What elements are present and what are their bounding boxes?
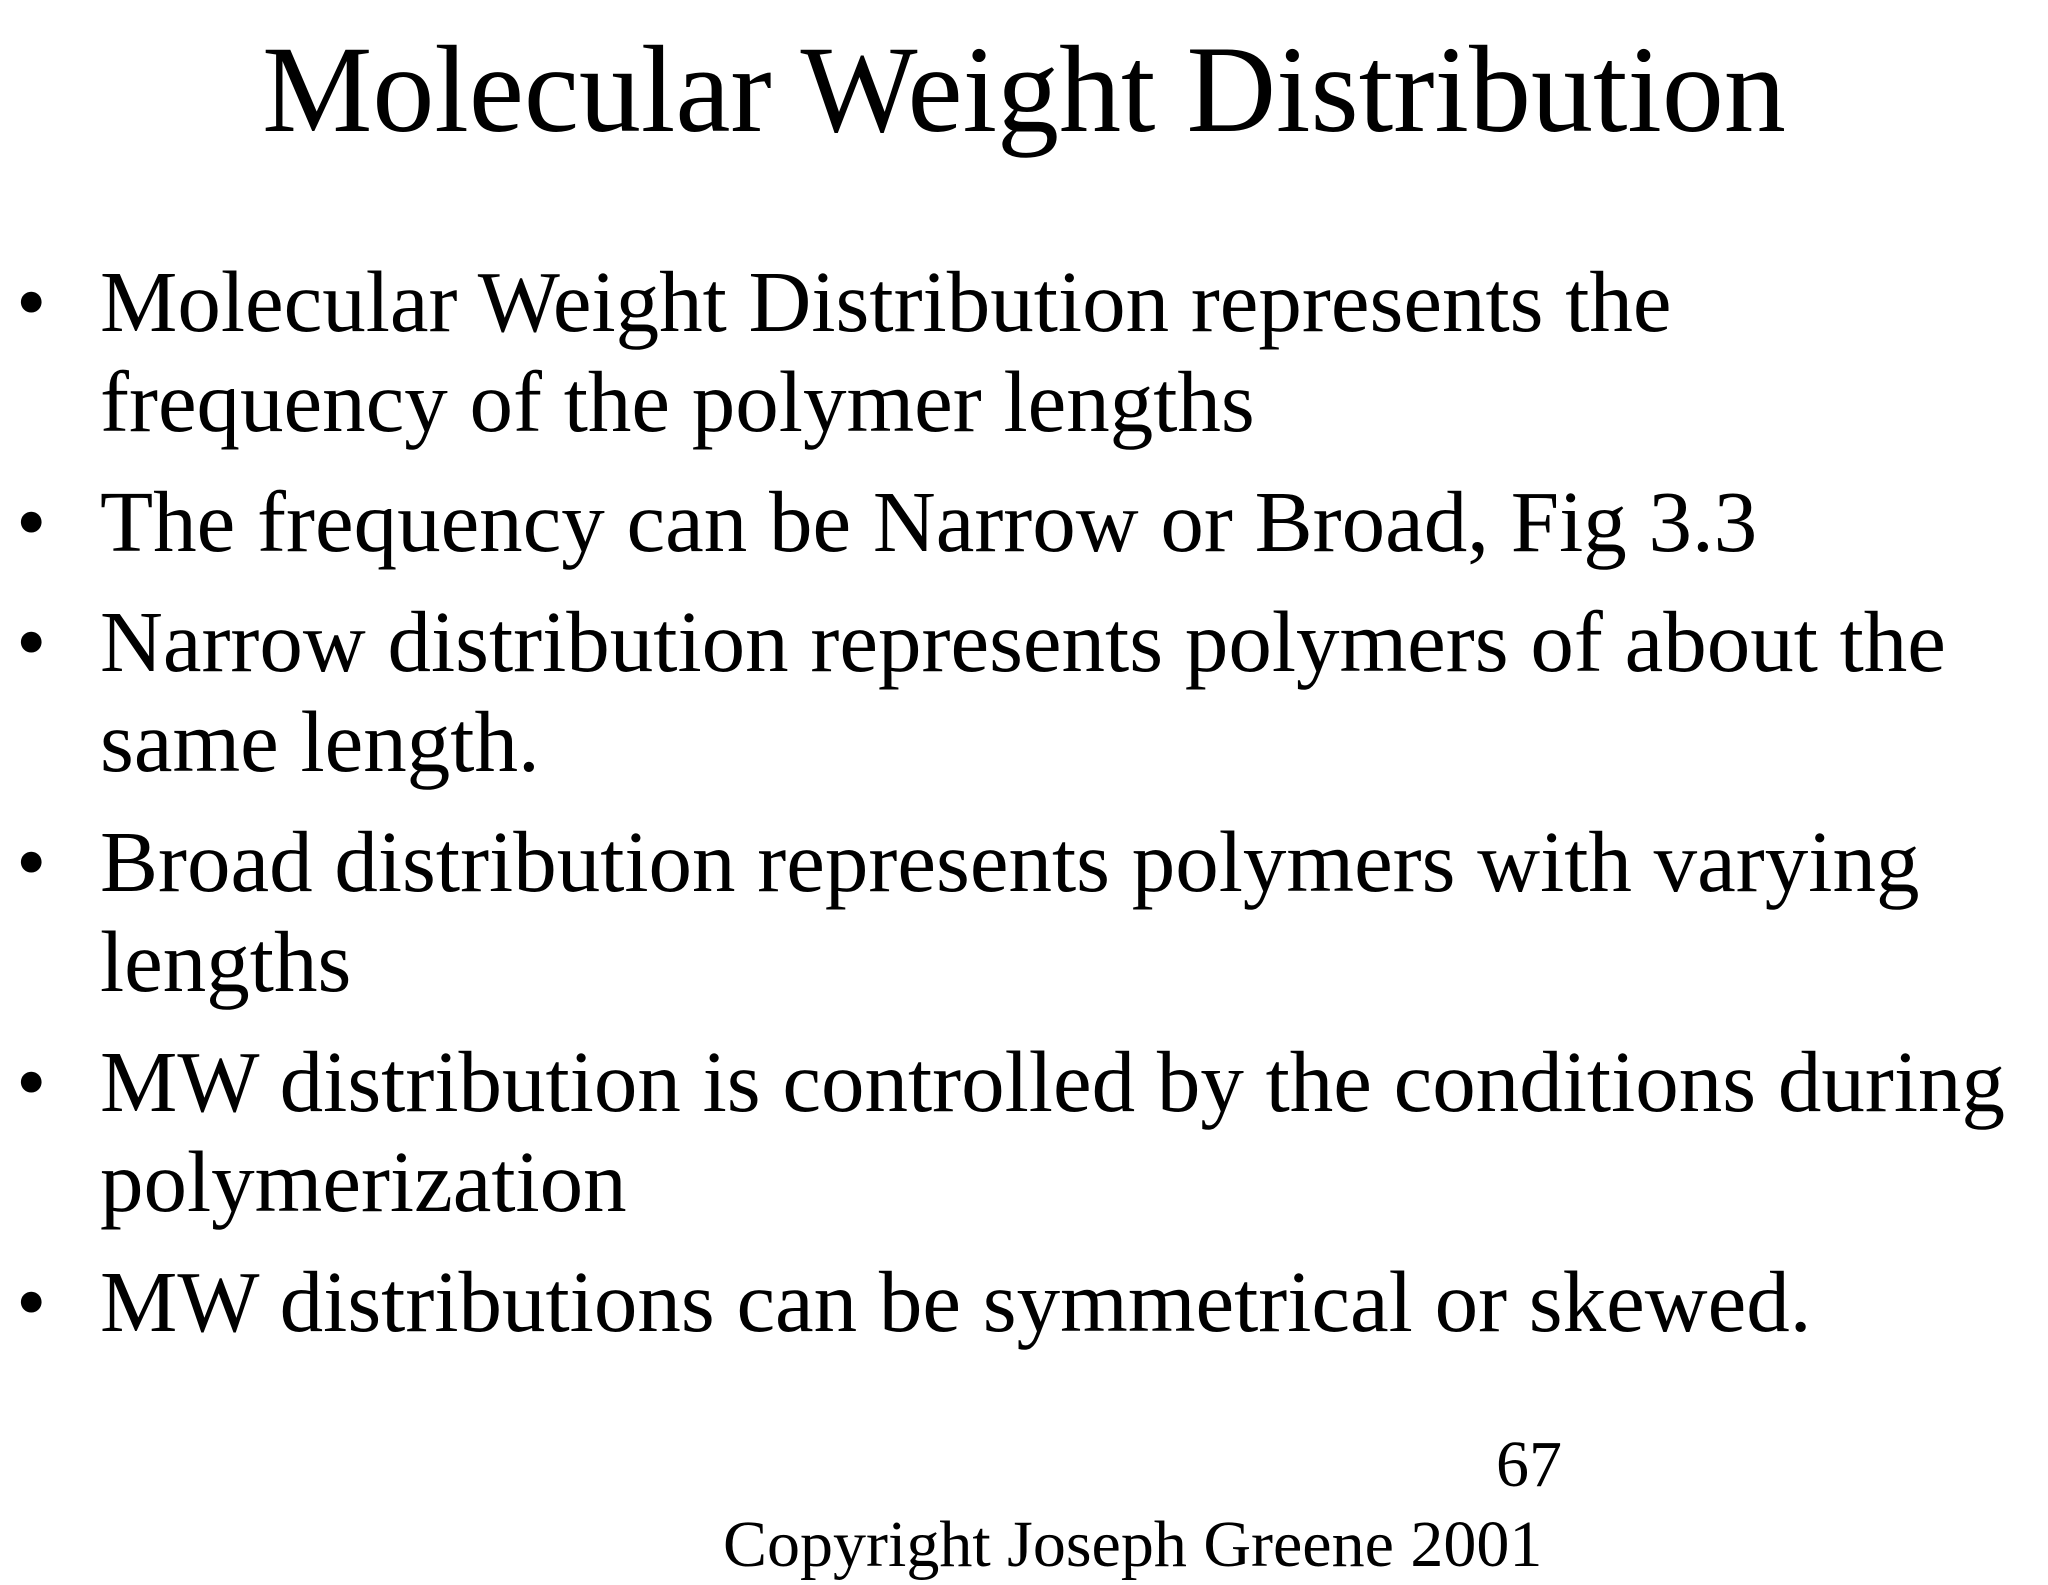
bullet-text: Narrow distribution represents polymers of about the same length.	[100, 593, 1946, 790]
bullet-item	[16, 592, 2041, 792]
bullet-icon: •	[16, 473, 47, 570]
bullet-icon: •	[16, 813, 47, 910]
bullet-text: MW distribution is controlled by the conditions during polymerization	[100, 1033, 2005, 1230]
slide-title: Molecular Weight Distribution	[262, 21, 1786, 158]
bullet-item	[16, 1252, 2041, 1352]
bullet-text: Molecular Weight Distribution represents the frequency of the polymer lengths	[100, 253, 1672, 450]
bullet-item	[16, 812, 2041, 1012]
bullet-icon: •	[16, 1253, 47, 1350]
bullet-text: Broad distribution represents polymers with varying lengths	[100, 813, 1920, 1010]
page-number: 67	[1496, 1428, 1562, 1501]
bullet-list	[16, 252, 2041, 1372]
bullet-item	[16, 252, 2041, 452]
bullet-icon: •	[16, 253, 47, 350]
bullet-icon: •	[16, 593, 47, 690]
bullet-text: MW distributions can be symmetrical or skewed.	[100, 1253, 1812, 1350]
bullet-item	[16, 472, 2041, 572]
bullet-text: The frequency can be Narrow or Broad, Fig 3.3	[100, 473, 1758, 570]
bullet-icon: •	[16, 1033, 47, 1130]
bullet-item	[16, 1032, 2041, 1232]
copyright-footer: Copyright Joseph Greene 2001	[723, 1508, 1543, 1581]
